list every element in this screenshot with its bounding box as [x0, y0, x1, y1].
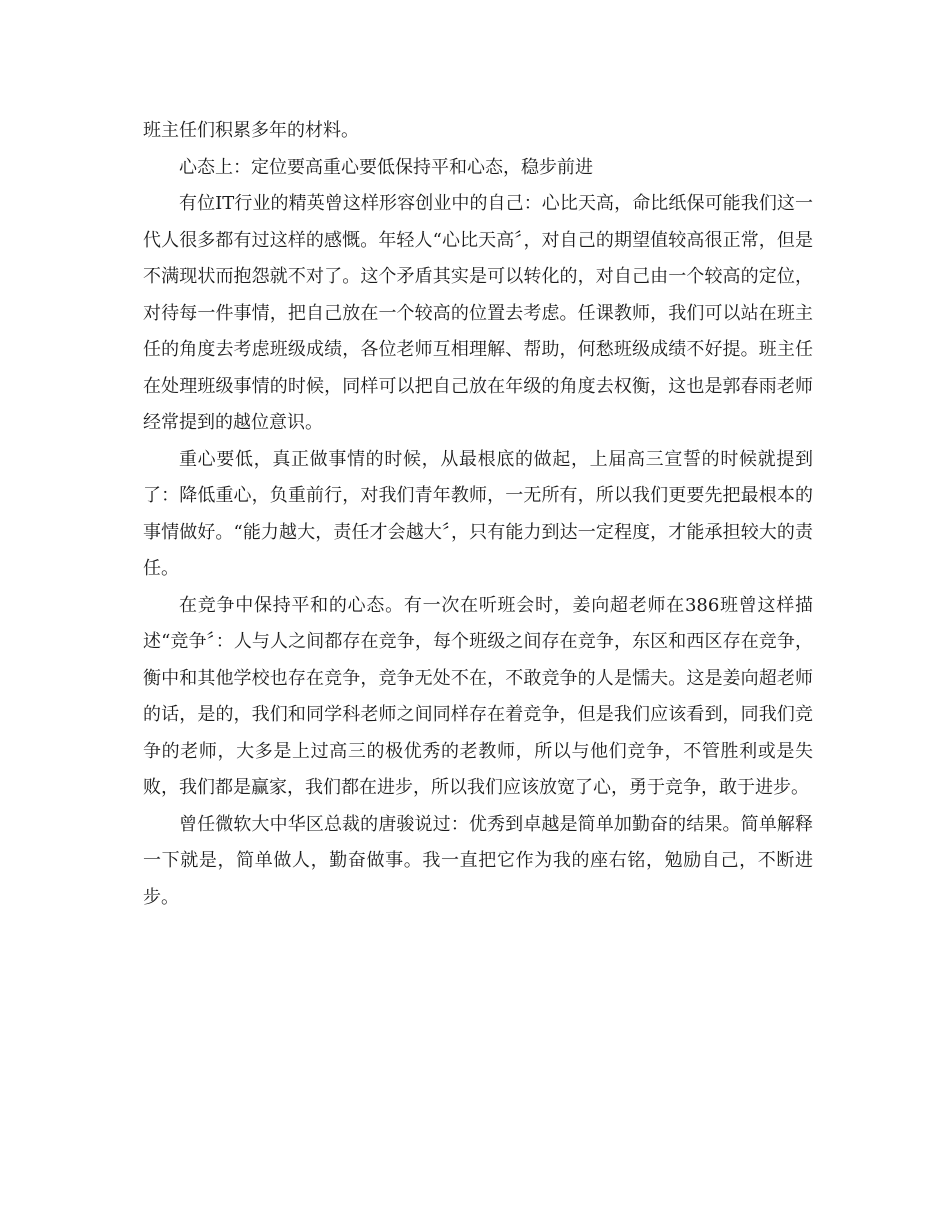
paragraph-motto: 曾任微软大中华区总裁的唐骏说过：优秀到卓越是简单加勤奋的结果。简单解释一下就是，简单做人，勤奋做事。我一直把它作为我的座右铭，勉励自己，不断进步。 [143, 813, 813, 908]
document-body [143, 113, 813, 916]
paragraph-continuation: 班主任们积累多年的材料。 [143, 120, 359, 141]
paragraph-high-positioning: 有位IT行业的精英曾这样形容创业中的自己：心比天高，命比纸保可能我们这一代人很多都有过这样的感慨。年轻人“心比天高〞，对自己的期望值较高很正常，但是不满现状而抱怨就不对了。这个矛盾其实是可以转化的，对自己由一个较高的定位，对待每一件事情，把自己放在一个较高的位置去考虑。任课教师，我们可以站在班主任的角度去考虑班级成绩，各位老师互相理解、帮助，何愁班级成绩不好提。班主任在处理班级事情的时候，同样可以把自己放在年级的角度去权衡，这也是郭春雨老师经常提到的越位意识。 [143, 193, 813, 433]
paragraph-mindset-heading: 心态上：定位要高重心要低保持平和心态，稳步前进 [179, 156, 593, 178]
paragraph-low-center: 重心要低，真正做事情的时候，从最根底的做起，上届高三宣誓的时候就提到了：降低重心，负重前行，对我们青年教师，一无所有，所以我们更要先把最根本的事情做好。“能力越大，责任才会越大〞，只有能力到达一定程度，才能承担较大的责任。 [143, 448, 813, 579]
paragraph-competition: 在竞争中保持平和的心态。有一次在听班会时，姜向超老师在386班曾这样描述“竞争〞：人与人之间都存在竞争，每个班级之间存在竞争，东区和西区存在竞争，衡中和其他学校也存在竞争，竞争无处不在，不敢竞争的人是懦夫。这是姜向超老师的话，是的，我们和同学科老师之间同样存在着竞争，但是我们应该看到，同我们竞争的老师，大多是上过高三的极优秀的老教师，所以与他们竞争，不管胜利或是失败，我们都是赢家，我们都在进步，所以我们应该放宽了心，勇于竞争，敢于进步。 [143, 594, 813, 798]
